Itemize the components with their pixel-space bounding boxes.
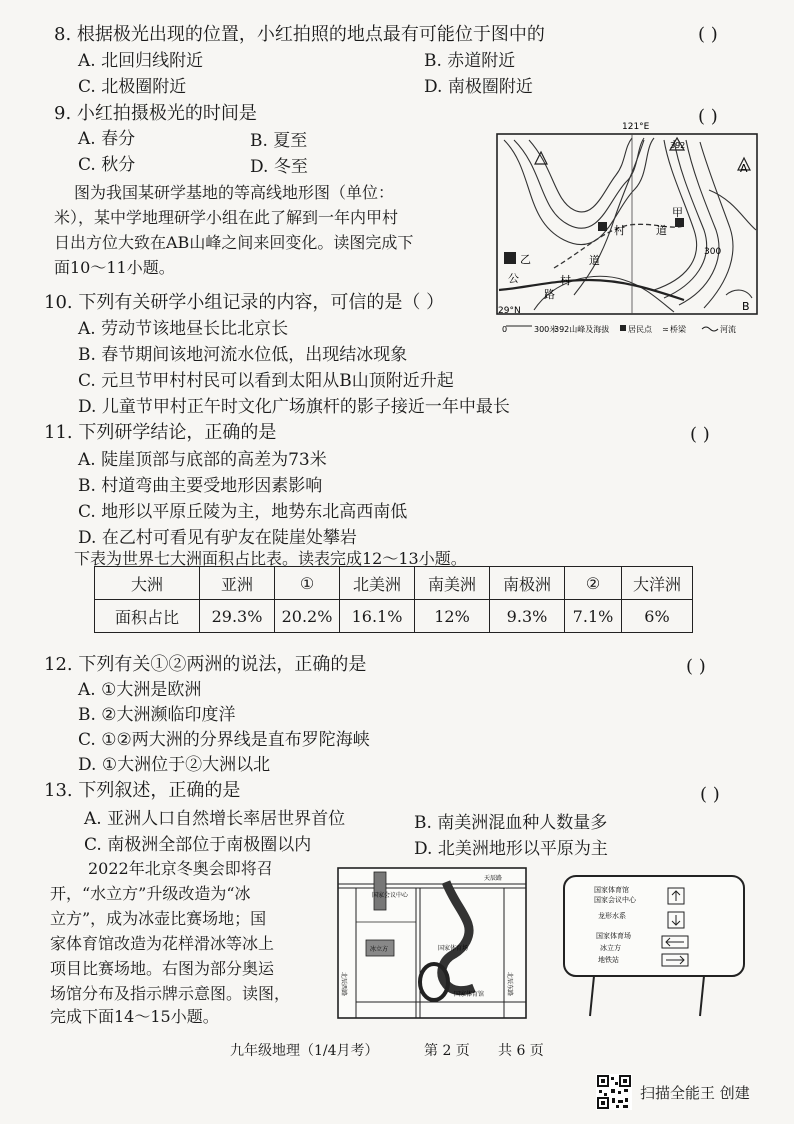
settlement-icon: [675, 218, 684, 227]
q12-stem: 12. 下列有关①②两洲的说法，正确的是: [44, 654, 367, 675]
legend-bridge-label: 桥梁: [670, 325, 686, 334]
q8-stem: 8. 根据极光出现的位置，小红拍照的地点最有可能位于图中的: [54, 24, 545, 45]
direction-sign: [554, 870, 754, 1018]
peak-icon: [535, 152, 547, 164]
intro-10-11-line1: 图为我国某研学基地的等高线地形图（单位：: [74, 183, 395, 202]
table-cell: 16.1%: [340, 600, 415, 633]
q10-stem: 10. 下列有关研学小组记录的内容，可信的是（ ）: [44, 292, 445, 313]
q10-option-b: B. 春节期间该地河流水位低，出现结冰现象: [78, 345, 408, 365]
q12-option-c: C. ①②两大洲的分界线是直布罗陀海峡: [78, 730, 370, 750]
footer-page-number: 第 2 页: [424, 1043, 470, 1059]
table-header-row: [95, 567, 693, 600]
continent-area-table: [94, 566, 693, 633]
intro-10-11-line2: 米），某中学地理研学小组在此了解到一年内甲村: [54, 208, 399, 227]
sign-line-4: 国家体育场: [596, 932, 631, 940]
intro-14-15-line7: 完成下面14～15小题。: [50, 1007, 219, 1026]
contour-value-label: 300: [704, 247, 722, 257]
settlement-icon: [504, 252, 516, 264]
scale-label: 300米: [534, 325, 558, 334]
map-legend: [502, 324, 736, 334]
intro-14-15-line6: 场馆分布及指示牌示意图。读图，: [50, 984, 291, 1003]
q12-answer-bracket[interactable]: ( ): [686, 656, 706, 677]
table-cell: 20.2%: [275, 600, 340, 633]
q13-stem: 13. 下列叙述，正确的是: [44, 780, 241, 801]
road-label: 村: [614, 224, 625, 237]
table-header-cell: 南极洲: [490, 567, 565, 600]
sign-line-1: 国家体育馆: [594, 886, 629, 894]
intro-10-11-line3: 日出方位大致在AB山峰之间来回变化。读图完成下: [54, 233, 414, 252]
q9-option-d: D. 冬至: [250, 157, 308, 177]
highway-label: 路: [544, 288, 555, 301]
footer-total-pages: 共 6 页: [498, 1043, 544, 1059]
legend-river-label: 河流: [720, 325, 736, 334]
intro-14-15-line2: 开，“水立方”升级改造为“冰: [50, 884, 251, 903]
road-beichen-west: 北辰西路: [340, 972, 347, 997]
q13-option-d: D. 北美洲地形以平原为主: [414, 839, 608, 859]
longitude-label: 121°E: [622, 122, 650, 132]
peak-a-label: A: [740, 162, 748, 175]
road-label: 村: [560, 274, 571, 287]
q8-answer-bracket[interactable]: ( ): [698, 24, 718, 45]
table-cell: 9.3%: [490, 600, 565, 633]
q10-option-c: C. 元旦节甲村村民可以看到太阳从B山顶附近升起: [78, 371, 454, 391]
peak-height-label: 392: [670, 141, 686, 150]
q12-option-b: B. ②大洲濒临印度洋: [78, 705, 236, 725]
road-label: 道: [589, 254, 600, 267]
scanner-watermark: 扫描全能王 创建: [640, 1084, 750, 1102]
q10-option-a: A. 劳动节该地昼长比北京长: [78, 319, 289, 339]
q8-option-b: B. 赤道附近: [424, 51, 516, 71]
q13-option-c: C. 南极洲全部位于南极圈以内: [84, 835, 312, 855]
venue-convention-center: 国家会议中心: [372, 892, 409, 899]
intro-14-15-line4: 家体育馆改造为花样滑冰等冰上: [50, 934, 275, 953]
q8-option-c: C. 北极圈附近: [78, 77, 187, 97]
q13-option-b: B. 南美洲混血种人数量多: [414, 813, 608, 833]
q11-stem: 11. 下列研学结论，正确的是: [44, 422, 277, 443]
table-header-cell: ①: [275, 567, 340, 600]
table-cell: 面积占比: [95, 600, 200, 633]
table-header-cell: 大洋洲: [622, 567, 693, 600]
village-jia-label: 甲: [672, 206, 683, 219]
q11-option-c: C. 地形以平原丘陵为主，地势东北高西南低: [78, 502, 408, 522]
table-header-cell: 北美洲: [340, 567, 415, 600]
road-label: 道: [656, 224, 667, 237]
q11-option-b: B. 村道弯曲主要受地形因素影响: [78, 476, 323, 496]
q12-option-a: A. ①大洲是欧洲: [78, 680, 202, 700]
settlement-icon: [598, 222, 607, 231]
q9-option-c: C. 秋分: [78, 155, 136, 175]
bridge-icon: ≍: [662, 325, 669, 334]
intro-14-15-line1: 2022年北京冬奥会即将召: [88, 859, 273, 878]
intro-12-13: 下表为世界七大洲面积占比表。读表完成12～13小题。: [74, 549, 467, 568]
table-header-cell: 南美洲: [415, 567, 490, 600]
intro-14-15-line5: 项目比赛场地。右图为部分奥运: [50, 959, 275, 978]
q13-answer-bracket[interactable]: ( ): [700, 784, 720, 805]
q12-option-d: D. ①大洲位于②大洲以北: [78, 755, 271, 775]
intro-14-15-line3: 立方”，成为冰壶比赛场地；国: [50, 909, 267, 928]
q9-answer-bracket[interactable]: ( ): [698, 106, 718, 127]
table-header-cell: 亚洲: [200, 567, 275, 600]
q9-option-a: A. 春分: [78, 129, 136, 149]
sign-line-3: 龙形水系: [598, 912, 626, 920]
road-beichen-east: 北辰东路: [506, 972, 513, 997]
legend-settlement-label: 居民点: [628, 325, 652, 334]
olympic-venue-map: [334, 862, 530, 1022]
q9-stem: 9. 小红拍摄极光的时间是: [54, 103, 257, 124]
intro-10-11-line4: 面10～11小题。: [54, 258, 175, 277]
q9-option-b: B. 夏至: [250, 131, 308, 151]
table-cell: 7.1%: [565, 600, 622, 633]
q13-option-a: A. 亚洲人口自然增长率居世界首位: [84, 809, 346, 829]
qr-code-icon: [596, 1074, 632, 1110]
q11-answer-bracket[interactable]: ( ): [690, 424, 710, 445]
q11-option-a: A. 陡崖顶部与底部的高差为73米: [78, 450, 327, 470]
sign-line-5: 冰立方: [600, 944, 621, 952]
table-header-cell: ②: [565, 567, 622, 600]
peak-b-label: B: [742, 300, 750, 313]
road-tianchen: 天辰路: [484, 875, 503, 882]
sign-line-6: 地铁站: [598, 956, 619, 964]
contour-map: [494, 122, 760, 348]
latitude-label: 29°N: [498, 306, 521, 316]
settlement-icon: [620, 325, 626, 331]
venue-national-stadium: 国家体育场: [438, 945, 469, 952]
venue-national-indoor-stadium: 国家体育馆: [454, 991, 485, 998]
scale-zero: 0: [502, 325, 508, 334]
sign-line-2: 国家会议中心: [594, 896, 636, 904]
table-row: [95, 600, 693, 633]
village-yi-label: 乙: [520, 253, 531, 266]
venue-ice-cube: 冰立方: [370, 946, 389, 953]
footer-exam-title: 九年级地理（1/4月考）: [230, 1043, 379, 1059]
q8-option-a: A. 北回归线附近: [78, 51, 204, 71]
legend-peak-label: 392山峰及海拔: [554, 325, 610, 334]
table-header-cell: 大洲: [95, 567, 200, 600]
river-icon: [702, 327, 718, 331]
table-cell: 6%: [622, 600, 693, 633]
q11-option-d: D. 在乙村可看见有驴友在陡崖处攀岩: [78, 528, 357, 548]
q8-option-d: D. 南极圈附近: [424, 77, 533, 97]
highway-label: 公: [508, 272, 519, 285]
table-cell: 12%: [415, 600, 490, 633]
q10-option-d: D. 儿童节甲村正午时文化广场旗杆的影子接近一年中最长: [78, 397, 510, 417]
table-cell: 29.3%: [200, 600, 275, 633]
